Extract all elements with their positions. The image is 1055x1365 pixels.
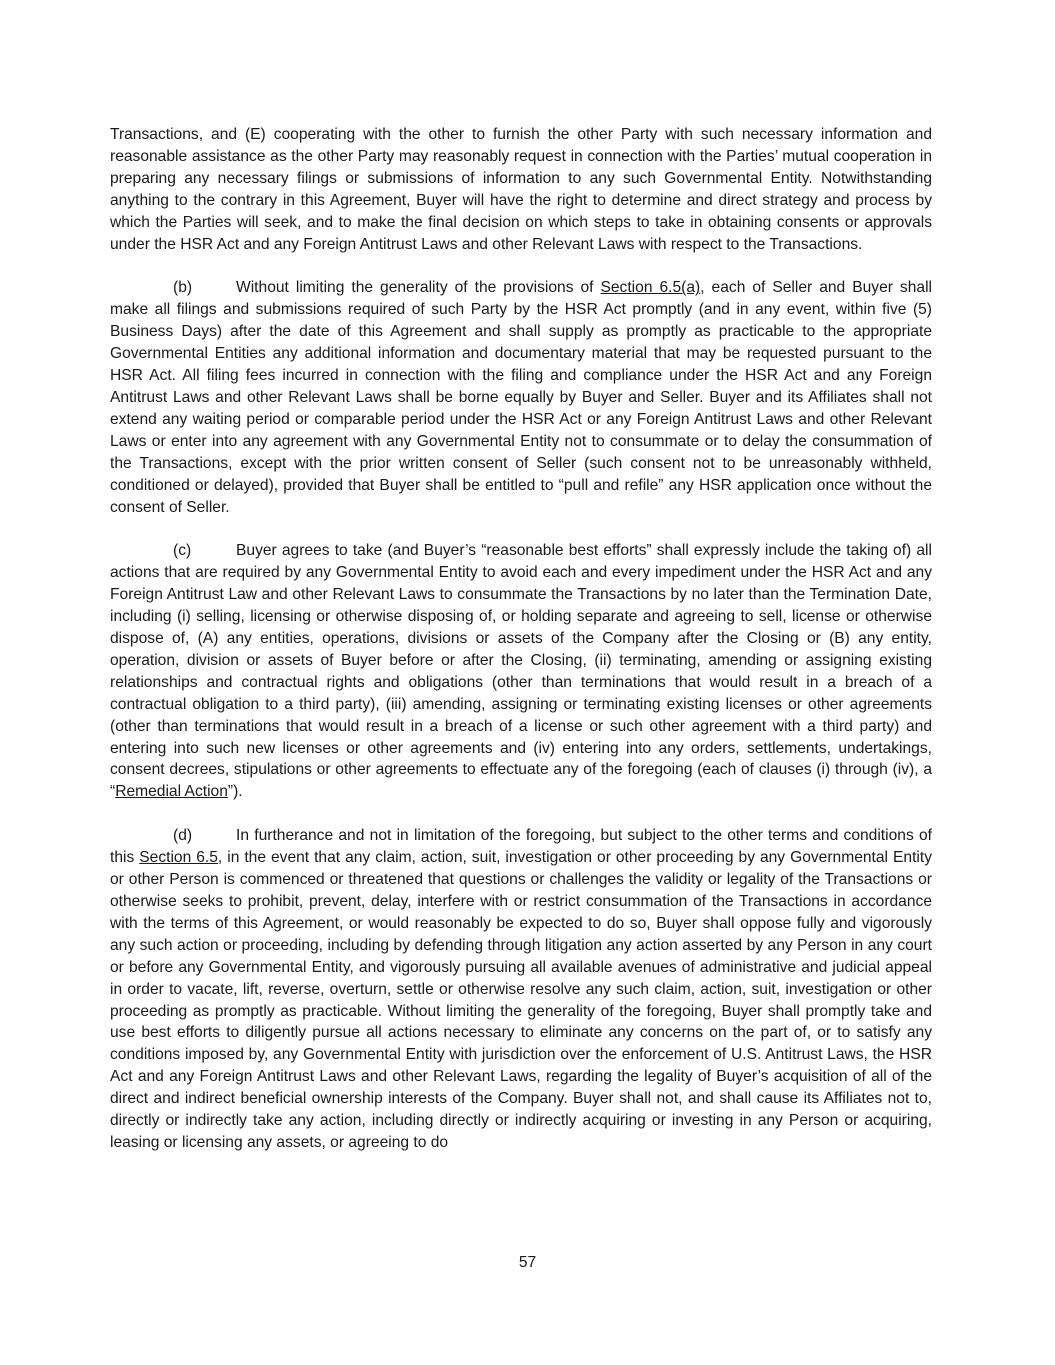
section-6-5-reference: Section 6.5 [139, 849, 218, 867]
intro-paragraph [110, 124, 932, 255]
page-number: 57 [518, 1254, 537, 1271]
intro-text: Transactions, and (E) cooperating with the other to furnish the other Party with such necessary information and reasonable assistance as the other Party may reasonably request in connection with the Parties’ mutual cooperation in preparing any necessary filings or submissions of information to any such Governmental Entity. Notwithstanding anything to the contrary in this Agreement, Buyer will have the right to determine and direct strategy and process by which the Parties will seek, and to make the final decision on which steps to take in obtaining consents or approvals under the HSR Act and any Foreign Antitrust Laws and other Relevant Laws with respect to the Transactions. [110, 126, 932, 253]
paragraph-c [110, 540, 932, 803]
paragraph-b-label: (b) [173, 279, 193, 297]
paragraph-d [110, 825, 932, 1154]
section-6-5a-reference: Section 6.5(a) [600, 279, 701, 297]
remedial-action-term: Remedial Action [115, 783, 228, 801]
paragraph-d-text-1: In furtherance and not in limitation of the foregoing, but subject to the other terms and conditions of this [110, 827, 932, 867]
paragraph-b-text-2: , each of Seller and Buyer shall make all filings and submissions required of such Party by the HSR Act promptly (and in any event, within five (5) Business Days) after the date of this Agreement and shall supply as promptly as practicable to the appropriate Governmental Entities any additional information and documentary material that may be requested pursuant to the HSR Act. All filing fees incurred in connection with the filing and compliance under the HSR Act and any Foreign Antitrust Laws and other Relevant Laws shall be borne equally by Buyer and Seller. Buyer and its Affiliates shall not extend any waiting period or comparable period under the HSR Act or any Foreign Antitrust Laws and other Relevant Laws or enter into any agreement with any Governmental Entity not to consummate or to delay the consummation of the Transactions, except with the prior written consent of Seller (such consent not to be unreasonably withheld, conditioned or delayed), provided that Buyer shall be entitled to “pull and refile” any HSR application once without the consent of Seller. [110, 279, 933, 516]
paragraph-c-label: (c) [173, 542, 192, 560]
paragraph-c-text-2: ”). [227, 783, 243, 801]
paragraph-b [110, 277, 932, 518]
document-body [110, 124, 932, 1176]
paragraph-c-text-1: Buyer agrees to take (and Buyer’s “reasonable best efforts” shall expressly include the taking of) all actions that are required by any Governmental Entity to avoid each and every impediment under the HSR Act and any Foreign Antitrust Law and other Relevant Laws to consummate the Transactions by no later than the Termination Date, including (i) selling, licensing or otherwise disposing of, or holding separate and agreeing to sell, license or otherwise dispose of, (A) any entities, operations, divisions or assets of the Company after the Closing or (B) any entity, operation, division or assets of Buyer before or after the Closing, (ii) terminating, amending or assigning existing relationships and contractual rights and obligations (other than terminations that would result in a breach of a contractual obligation to a third party), (iii) amending, assigning or terminating existing licenses or other agreements (other than terminations that would result in a breach of a license or such other agreement with a third party) and entering into such new licenses or other agreements and (iv) entering into any orders, settlements, undertakings, consent decrees, stipulations or other agreements to effectuate any of the foregoing (each of clauses (i) through (iv), a “ [110, 542, 932, 801]
paragraph-b-text-1: Without limiting the generality of the provisions of [236, 279, 601, 297]
paragraph-d-text-2: , in the event that any claim, action, suit, investigation or other proceeding by any Governmental Entity or other Person is commenced or threatened that questions or challenges the validity or legality of the Transactions or otherwise seeks to prohibit, prevent, delay, interfere with or restrict consummation of the Transactions in accordance with the terms of this Agreement, or would reasonably be expected to do so, Buyer shall oppose fully and vigorously any such action or proceeding, including by defending through litigation any action asserted by any Person in any court or before any Governmental Entity, and vigorously pursuing all available avenues of administrative and judicial appeal in order to vacate, lift, reverse, overturn, settle or otherwise resolve any such claim, action, suit, investigation or other proceeding as promptly as practicable. Without limiting the generality of the foregoing, Buyer shall promptly take and use best efforts to diligently pursue all actions necessary to eliminate any concerns on the part of, or to satisfy any conditions imposed by, any Governmental Entity with jurisdiction over the enforcement of U.S. Antitrust Laws, the HSR Act and any Foreign Antitrust Laws and other Relevant Laws, regarding the legality of Buyer’s acquisition of all of the direct and indirect beneficial ownership interests of the Company. Buyer shall not, and shall cause its Affiliates not to, directly or indirectly take any action, including directly or indirectly acquiring or investing in any Person or acquiring, leasing or licensing any assets, or agreeing to do [110, 849, 932, 1151]
paragraph-d-label: (d) [173, 827, 193, 845]
